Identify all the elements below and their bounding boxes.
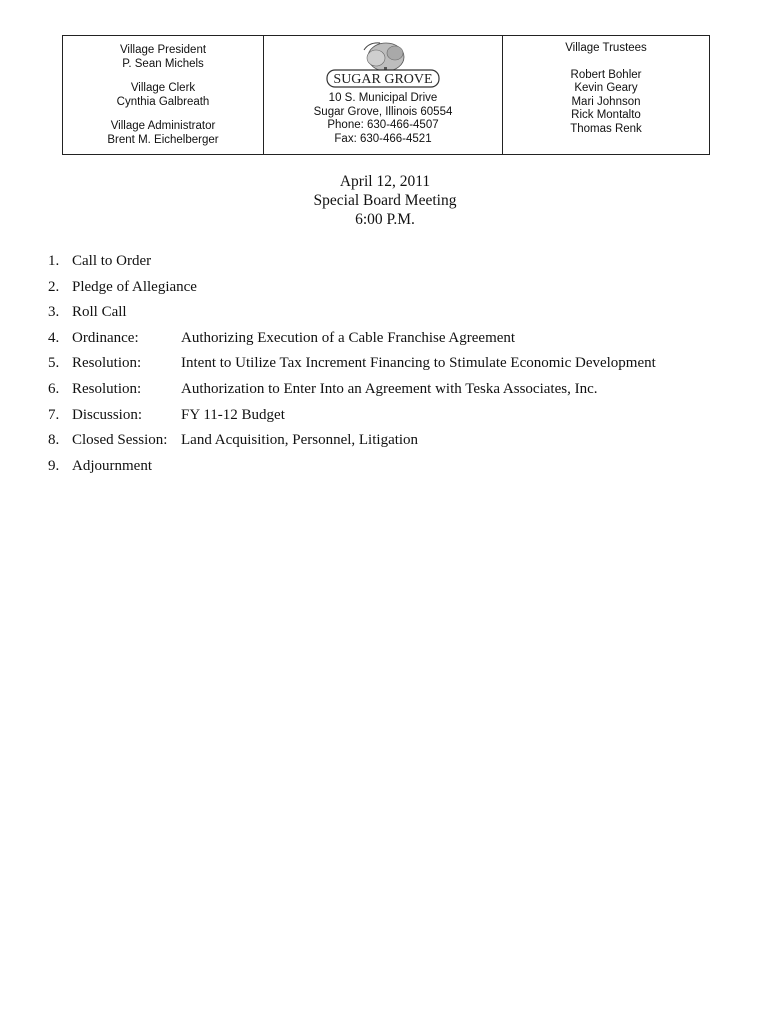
address-phone: Phone: 630-466-4507 — [327, 119, 439, 131]
agenda-description: Authorizing Execution of a Cable Franchise Agreement — [181, 329, 516, 346]
agenda-description: Intent to Utilize Tax Increment Financing to Stimulate Economic Development — [181, 355, 656, 372]
trustee-name: Robert Bohler — [570, 68, 642, 81]
agenda-number: 2. — [48, 278, 60, 295]
agenda-description: FY 11-12 Budget — [181, 406, 285, 423]
agenda-number: 6. — [48, 380, 60, 397]
sugar-grove-logo — [324, 40, 442, 90]
agenda-number: 9. — [48, 457, 60, 474]
official-clerk — [63, 82, 263, 109]
agenda-number: 4. — [48, 329, 60, 346]
officials-column — [63, 36, 264, 154]
agenda-number: 7. — [48, 406, 60, 423]
trustee-name: Mari Johnson — [571, 95, 641, 108]
address-city: Sugar Grove, Illinois 60554 — [313, 105, 453, 118]
tree-icon — [364, 43, 404, 73]
agenda-type: Discussion: — [72, 406, 143, 423]
agenda-type: Closed Session: — [72, 432, 168, 449]
trustees-title: Village Trustees — [565, 42, 647, 54]
meeting-info — [0, 172, 770, 229]
trustee-name: Rick Montalto — [571, 109, 641, 121]
address-fax: Fax: 630-466-4521 — [334, 132, 432, 145]
official-title: Village President — [119, 44, 207, 56]
letterhead — [62, 35, 710, 155]
official-name: Cynthia Galbreath — [116, 95, 210, 108]
village-address — [264, 92, 502, 146]
official-name: P. Sean Michels — [122, 57, 204, 70]
agenda-number: 1. — [48, 253, 60, 269]
village-address-column — [264, 36, 503, 154]
address-street: 10 S. Municipal Drive — [328, 92, 438, 104]
trustee-name: Thomas Renk — [570, 122, 642, 135]
official-president — [63, 44, 263, 71]
meeting-type: Special Board Meeting — [313, 192, 457, 209]
trustees-column — [503, 36, 709, 154]
official-name: Brent M. Eichelberger — [107, 133, 219, 146]
official-administrator — [63, 120, 263, 147]
agenda-type: Pledge of Allegiance — [72, 278, 197, 295]
trustee-name: Kevin Geary — [574, 82, 638, 94]
agenda-type: Resolution: — [72, 355, 142, 372]
agenda-type: Resolution: — [72, 380, 142, 397]
agenda-number: 8. — [48, 432, 60, 449]
official-title: Village Clerk — [130, 82, 196, 94]
meeting-time: 6:00 P.M. — [355, 211, 415, 228]
agenda-description: Authorization to Enter Into an Agreement with Teska Associates, Inc. — [181, 380, 598, 397]
agenda-type: Ordinance: — [72, 329, 139, 346]
official-title: Village Administrator — [110, 120, 216, 132]
agenda-type: Roll Call — [72, 304, 127, 321]
agenda-type: Call to Order — [72, 253, 152, 269]
agenda-type: Adjournment — [72, 457, 152, 474]
meeting-date: April 12, 2011 — [339, 173, 431, 190]
svg-text:SUGAR GROVE: SUGAR GROVE — [333, 72, 433, 87]
agenda-number: 3. — [48, 304, 60, 321]
agenda-number: 5. — [48, 355, 60, 372]
agenda-description: Land Acquisition, Personnel, Litigation — [181, 432, 419, 449]
